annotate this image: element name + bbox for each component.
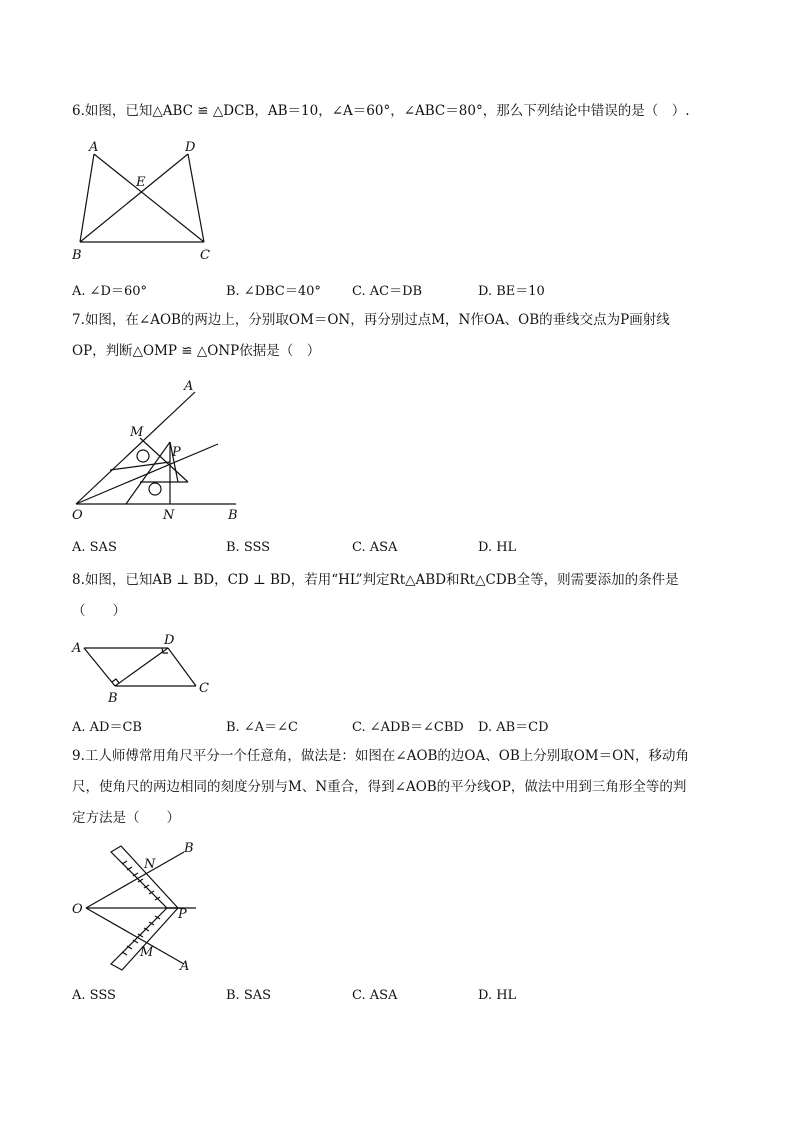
label-A: A [89,140,99,155]
option-c[interactable]: C. ∠ADB＝∠CBD [352,720,464,735]
option-c[interactable]: C. AC＝DB [352,284,423,299]
ruler-arm-bottom [111,908,178,970]
question-9-stem-line-3: 定方法是（ ） [72,810,180,826]
segment-DC [188,154,204,242]
label-A: A [184,379,194,394]
label-E: E [136,175,146,190]
option-c[interactable]: C. ASA [352,540,398,555]
option-d[interactable]: D. AB＝CD [478,720,549,735]
question-9-stem-line-1: 9.工人师傅常用角尺平分一个任意角，做法是：如图在∠AOB的边OA、OB上分别取OM＝ON，移动角 [72,748,690,764]
label-O: O [72,508,83,523]
question-8-stem-line-2: （ ） [72,603,126,619]
label-M: M [140,945,154,960]
question-7-figure [60,372,260,522]
option-a[interactable]: A. ∠D＝60° [72,284,148,299]
label-B: B [228,508,238,523]
question-7-stem-line-1: 7.如图，在∠AOB的两边上，分别取OM＝ON，再分别过点M，N作OA、OB的垂线交点为P画射线 [72,312,670,328]
label-D: D [164,633,175,648]
label-O: O [72,902,83,917]
segment-AB [80,154,94,242]
label-B: B [184,841,194,856]
label-P: P [172,445,181,460]
question-7-options [72,540,722,562]
segment-DB [115,648,168,686]
question-9-figure [60,836,220,976]
question-8-options [72,716,722,738]
ruler-hole-1 [137,450,149,462]
ruler-arm-top [111,846,178,908]
question-9 [72,741,722,834]
question-6-options [72,280,722,302]
option-d[interactable]: D. HL [478,540,517,555]
question-6 [72,96,722,127]
label-N: N [144,857,156,872]
label-B: B [72,248,82,263]
question-7 [72,305,722,367]
segment-AB [84,648,115,686]
option-b[interactable]: B. SAS [226,988,272,1003]
label-A: A [72,641,82,656]
segment-DC [168,648,196,686]
question-8-stem-line-1: 8.如图，已知AB ⊥ BD，CD ⊥ BD，若用“HL”判定Rt△ABD和Rt△CDB全等，则需要添加的条件是 [72,572,679,588]
option-b[interactable]: B. ∠A＝∠C [226,720,298,735]
label-D: D [185,140,196,155]
question-8 [72,565,722,627]
label-P: P [178,907,187,922]
option-a[interactable]: A. SAS [72,540,117,555]
option-c[interactable]: C. ASA [352,988,398,1003]
option-d[interactable]: D. BE＝10 [478,284,545,299]
label-C: C [199,681,209,696]
question-7-stem-line-2: OP，判断△OMP ≌ △ONP依据是（ ） [72,343,321,359]
ruler-hole-2 [149,483,161,495]
option-a[interactable]: A. SSS [72,988,116,1003]
right-angle-B [112,679,119,683]
segment-DB [80,154,188,242]
label-N: N [163,508,175,523]
label-A: A [180,959,190,974]
option-b[interactable]: B. SSS [226,540,271,555]
label-B: B [108,691,118,706]
question-6-stem: 6.如图，已知△ABC ≌ △DCB，AB＝10，∠A＝60°，∠ABC＝80°，那么下列结论中错误的是（ ）. [72,103,690,119]
question-9-options [72,988,722,1010]
question-6-figure [60,136,230,264]
segment-AC [94,154,204,242]
label-C: C [200,248,210,263]
option-d[interactable]: D. HL [478,988,517,1003]
label-M: M [130,425,144,440]
option-a[interactable]: A. AD＝CB [72,720,142,735]
question-9-stem-line-2: 尺，使角尺的两边相同的刻度分别与M、N重合，得到∠AOB的平分线OP，做法中用到三角形全等的判 [72,779,687,795]
question-8-figure [60,630,230,706]
option-b[interactable]: B. ∠DBC＝40° [226,284,321,299]
